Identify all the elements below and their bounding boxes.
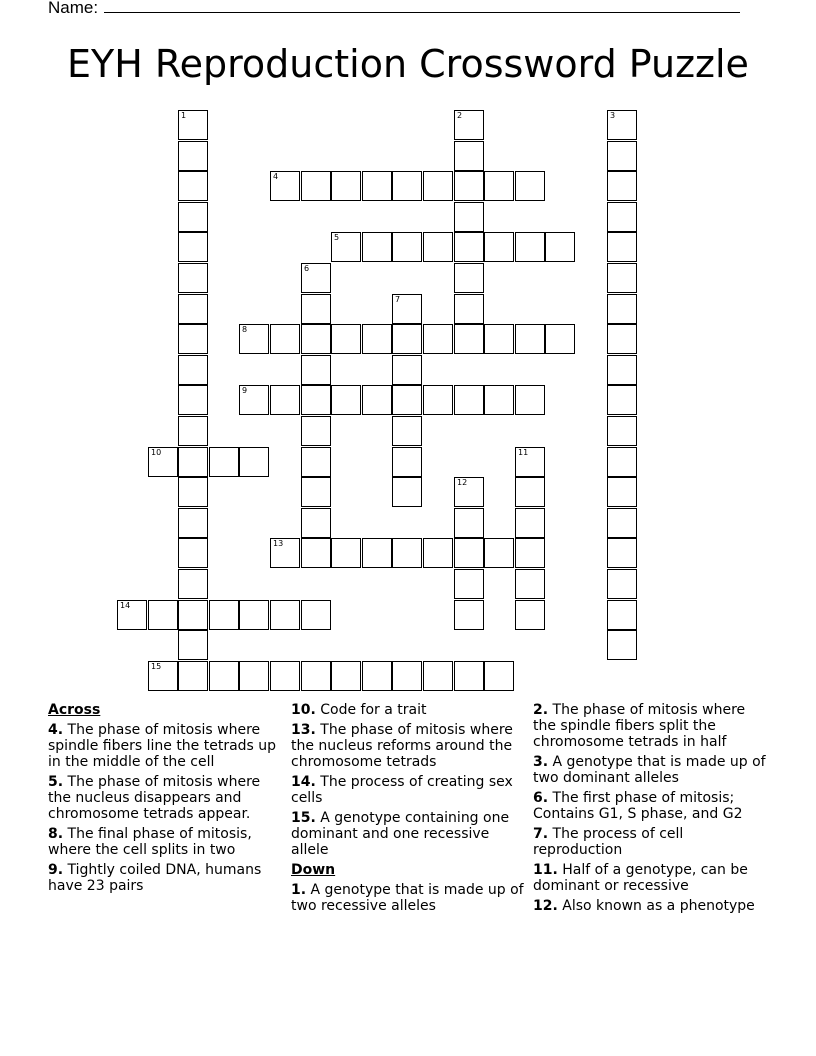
grid-cell[interactable] <box>607 538 637 568</box>
grid-cell[interactable] <box>607 294 637 324</box>
clue-number: 6. <box>533 790 549 806</box>
grid-cell[interactable] <box>454 110 484 140</box>
grid-cell[interactable] <box>331 538 361 568</box>
grid-cell[interactable] <box>454 171 484 201</box>
clue-item <box>533 754 769 786</box>
grid-cell[interactable] <box>178 202 208 232</box>
clue-number: 4 <box>273 172 279 181</box>
clue-item <box>291 702 527 718</box>
grid-cell[interactable] <box>484 385 514 415</box>
grid-cell[interactable] <box>362 232 392 262</box>
grid-cell[interactable] <box>301 355 331 385</box>
grid-cell[interactable] <box>484 538 514 568</box>
clue-text: The process of cell reproduction <box>533 826 684 858</box>
grid-cell[interactable] <box>392 447 422 477</box>
clue-number: 15 <box>151 662 162 671</box>
grid-cell[interactable] <box>607 355 637 385</box>
clue-number: 13 <box>273 539 284 548</box>
grid-cell[interactable] <box>392 385 422 415</box>
grid-cell[interactable] <box>607 202 637 232</box>
page-title: EYH Reproduction Crossword Puzzle <box>67 42 749 86</box>
clue-number: 10. <box>291 702 316 718</box>
clue-item <box>48 774 284 822</box>
clue-item <box>291 882 527 914</box>
grid-cell[interactable] <box>423 232 453 262</box>
grid-cell[interactable] <box>607 324 637 354</box>
grid-cell[interactable] <box>239 447 269 477</box>
grid-cell[interactable] <box>392 355 422 385</box>
grid-cell[interactable] <box>301 263 331 293</box>
clue-number: 9 <box>242 386 248 395</box>
grid-cell[interactable] <box>331 324 361 354</box>
grid-cell[interactable] <box>454 508 484 538</box>
grid-cell[interactable] <box>148 661 178 691</box>
grid-cell[interactable] <box>454 324 484 354</box>
grid-cell[interactable] <box>454 202 484 232</box>
clue-text: Half of a genotype, can be dominant or recessive <box>533 862 748 894</box>
grid-cell[interactable] <box>239 661 269 691</box>
grid-cell[interactable] <box>178 416 208 446</box>
clue-text: A genotype that is made up of two recessive alleles <box>291 882 524 914</box>
clue-text: A genotype containing one dominant and one recessive allele <box>291 810 510 858</box>
grid-cell[interactable] <box>454 141 484 171</box>
clue-number: 4. <box>48 722 64 738</box>
grid-cell[interactable] <box>239 600 269 630</box>
clue-number: 14. <box>291 774 316 790</box>
clue-text: The process of creating sex cells <box>291 774 513 806</box>
clue-item <box>533 790 769 822</box>
clue-item <box>291 722 527 770</box>
grid-cell[interactable] <box>515 232 545 262</box>
grid-cell[interactable] <box>515 538 545 568</box>
grid-cell[interactable] <box>301 171 331 201</box>
grid-cell[interactable] <box>607 600 637 630</box>
grid-cell[interactable] <box>392 171 422 201</box>
grid-cell[interactable] <box>301 600 331 630</box>
grid-cell[interactable] <box>148 600 178 630</box>
clue-number: 12. <box>533 898 558 914</box>
grid-cell[interactable] <box>301 385 331 415</box>
grid-cell[interactable] <box>454 294 484 324</box>
grid-cell[interactable] <box>607 477 637 507</box>
grid-cell[interactable] <box>423 385 453 415</box>
grid-cell[interactable] <box>178 661 208 691</box>
grid-cell[interactable] <box>607 232 637 262</box>
grid-cell[interactable] <box>607 263 637 293</box>
clue-number: 9. <box>48 862 64 878</box>
clue-column-1 <box>48 702 284 898</box>
clue-number: 1 <box>181 111 187 120</box>
grid-cell[interactable] <box>454 385 484 415</box>
grid-cell[interactable] <box>178 355 208 385</box>
clue-number: 15. <box>291 810 316 826</box>
grid-cell[interactable] <box>301 538 331 568</box>
grid-cell[interactable] <box>454 232 484 262</box>
grid-cell[interactable] <box>178 263 208 293</box>
clue-section-header: Across <box>48 702 101 718</box>
grid-cell[interactable] <box>362 538 392 568</box>
clue-item <box>533 826 769 858</box>
clue-item <box>48 862 284 894</box>
grid-cell[interactable] <box>331 171 361 201</box>
grid-cell[interactable] <box>392 294 422 324</box>
grid-cell[interactable] <box>607 385 637 415</box>
clue-number: 7 <box>395 295 401 304</box>
grid-cell[interactable] <box>178 569 208 599</box>
grid-cell[interactable] <box>362 385 392 415</box>
grid-cell[interactable] <box>301 324 331 354</box>
clue-number: 5. <box>48 774 64 790</box>
grid-cell[interactable] <box>270 324 300 354</box>
grid-cell[interactable] <box>392 661 422 691</box>
clue-item <box>48 722 284 770</box>
clue-text: The phase of mitosis where the nucleus disappears and chromosome tetrads appear. <box>48 774 261 822</box>
grid-cell[interactable] <box>515 477 545 507</box>
clue-text: A genotype that is made up of two dominant alleles <box>533 754 766 786</box>
clue-item <box>533 862 769 894</box>
grid-cell[interactable] <box>515 385 545 415</box>
grid-cell[interactable] <box>423 171 453 201</box>
grid-cell[interactable] <box>607 110 637 140</box>
clue-number: 13. <box>291 722 316 738</box>
grid-cell[interactable] <box>301 477 331 507</box>
clue-number: 6 <box>304 264 310 273</box>
clue-number: 8. <box>48 826 64 842</box>
grid-cell[interactable] <box>484 171 514 201</box>
grid-cell[interactable] <box>362 171 392 201</box>
grid-cell[interactable] <box>178 232 208 262</box>
grid-cell[interactable] <box>454 538 484 568</box>
clue-number: 14 <box>120 601 131 610</box>
grid-cell[interactable] <box>178 630 208 660</box>
clue-number: 11. <box>533 862 558 878</box>
grid-cell[interactable] <box>607 447 637 477</box>
grid-cell[interactable] <box>392 416 422 446</box>
clue-text: Tightly coiled DNA, humans have 23 pairs <box>48 862 262 894</box>
grid-cell[interactable] <box>178 600 208 630</box>
grid-cell[interactable] <box>178 508 208 538</box>
grid-cell[interactable] <box>484 232 514 262</box>
grid-cell[interactable] <box>178 171 208 201</box>
clue-number: 7. <box>533 826 549 842</box>
grid-cell[interactable] <box>515 324 545 354</box>
grid-cell[interactable] <box>607 508 637 538</box>
grid-cell[interactable] <box>239 385 269 415</box>
grid-cell[interactable] <box>607 141 637 171</box>
clue-text: Also known as a phenotype <box>562 898 755 914</box>
clue-text: The phase of mitosis where spindle fibers line the tetrads up in the middle of the cell <box>48 722 277 770</box>
grid-cell[interactable] <box>545 232 575 262</box>
grid-cell[interactable] <box>515 447 545 477</box>
grid-cell[interactable] <box>301 661 331 691</box>
grid-cell[interactable] <box>423 538 453 568</box>
grid-cell[interactable] <box>454 661 484 691</box>
grid-cell[interactable] <box>301 416 331 446</box>
grid-cell[interactable] <box>301 508 331 538</box>
clue-item <box>533 702 769 750</box>
grid-cell[interactable] <box>607 569 637 599</box>
grid-cell[interactable] <box>301 294 331 324</box>
grid-cell[interactable] <box>454 569 484 599</box>
clue-text: The phase of mitosis where the spindle fibers split the chromosome tetrads in half <box>533 702 746 750</box>
grid-cell[interactable] <box>607 416 637 446</box>
grid-cell[interactable] <box>515 508 545 538</box>
grid-cell[interactable] <box>148 447 178 477</box>
clue-number: 5 <box>334 233 340 242</box>
grid-cell[interactable] <box>454 477 484 507</box>
grid-cell[interactable] <box>178 447 208 477</box>
grid-cell[interactable] <box>178 110 208 140</box>
grid-cell[interactable] <box>423 324 453 354</box>
clue-item <box>533 898 769 914</box>
grid-cell[interactable] <box>392 324 422 354</box>
grid-cell[interactable] <box>270 171 300 201</box>
grid-cell[interactable] <box>331 661 361 691</box>
grid-cell[interactable] <box>423 661 453 691</box>
grid-cell[interactable] <box>270 538 300 568</box>
grid-cell[interactable] <box>239 324 269 354</box>
clue-number: 2. <box>533 702 549 718</box>
grid-cell[interactable] <box>270 385 300 415</box>
grid-cell[interactable] <box>545 324 575 354</box>
clue-number: 10 <box>151 448 162 457</box>
grid-cell[interactable] <box>331 232 361 262</box>
clue-number: 3 <box>610 111 616 120</box>
grid-cell[interactable] <box>362 661 392 691</box>
clue-number: 3. <box>533 754 549 770</box>
clue-number: 1. <box>291 882 307 898</box>
grid-cell[interactable] <box>178 477 208 507</box>
grid-cell[interactable] <box>209 661 239 691</box>
clue-number: 11 <box>518 448 529 457</box>
clue-text: Code for a trait <box>320 702 427 718</box>
clue-item <box>291 774 527 806</box>
grid-cell[interactable] <box>117 600 147 630</box>
grid-cell[interactable] <box>209 447 239 477</box>
grid-cell[interactable] <box>515 569 545 599</box>
grid-cell[interactable] <box>178 385 208 415</box>
grid-cell[interactable] <box>484 661 514 691</box>
clue-number: 12 <box>457 478 468 487</box>
name-label: Name: <box>48 0 99 17</box>
grid-cell[interactable] <box>178 324 208 354</box>
grid-cell[interactable] <box>392 232 422 262</box>
grid-cell[interactable] <box>178 294 208 324</box>
grid-cell[interactable] <box>270 600 300 630</box>
grid-cell[interactable] <box>270 661 300 691</box>
grid-cell[interactable] <box>607 630 637 660</box>
grid-cell[interactable] <box>301 447 331 477</box>
grid-cell[interactable] <box>209 600 239 630</box>
grid-cell[interactable] <box>484 324 514 354</box>
grid-cell[interactable] <box>515 600 545 630</box>
clue-text: The final phase of mitosis, where the cell splits in two <box>48 826 252 858</box>
clue-item <box>291 810 527 858</box>
grid-cell[interactable] <box>454 263 484 293</box>
clue-column-3 <box>533 702 769 918</box>
grid-cell[interactable] <box>178 141 208 171</box>
grid-cell[interactable] <box>392 477 422 507</box>
clue-item <box>48 826 284 858</box>
grid-cell[interactable] <box>362 324 392 354</box>
clue-text: The phase of mitosis where the nucleus reforms around the chromosome tetrads <box>291 722 513 770</box>
grid-cell[interactable] <box>331 385 361 415</box>
grid-cell[interactable] <box>392 538 422 568</box>
clue-number: 2 <box>457 111 463 120</box>
grid-cell[interactable] <box>454 600 484 630</box>
grid-cell[interactable] <box>607 171 637 201</box>
clue-section-header: Down <box>291 862 336 878</box>
clue-number: 8 <box>242 325 248 334</box>
clue-column-2 <box>291 702 527 918</box>
grid-cell[interactable] <box>178 538 208 568</box>
clue-text: The first phase of mitosis; Contains G1, S phase, and G2 <box>533 790 743 822</box>
grid-cell[interactable] <box>515 171 545 201</box>
